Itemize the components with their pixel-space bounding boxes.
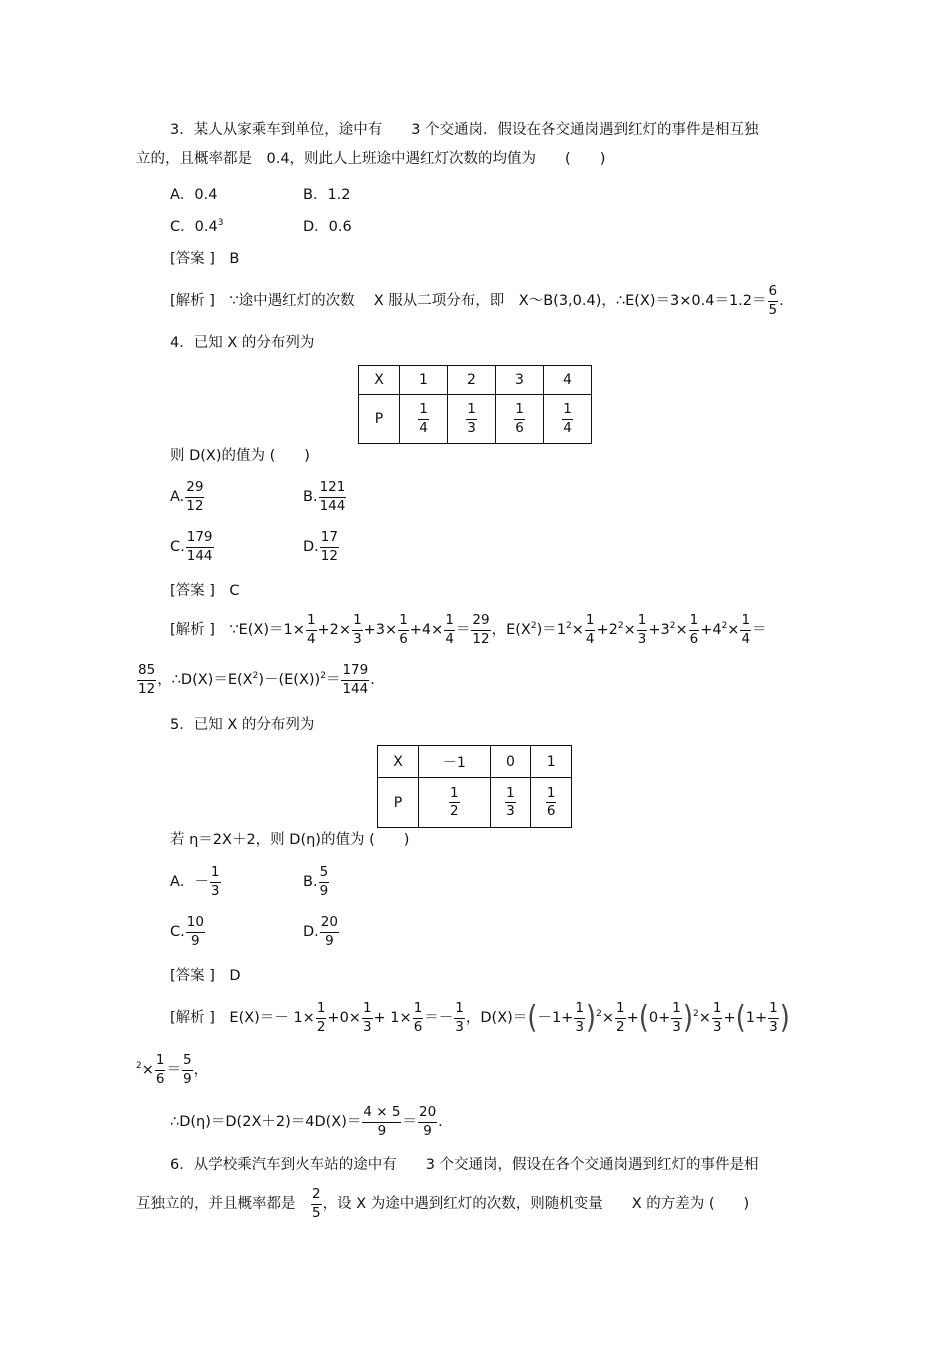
q5-analysis-line2: $^2$× $\frac{1}{6}$ ＝ $\frac{5}{9}$ ， <box>136 1052 209 1087</box>
q5-table-row-p: P $\frac{1}{2}$ $\frac{1}{3}$ $\frac{1}{6}$ <box>378 778 572 828</box>
q3-fraction: $\frac{6}{5}$ <box>768 283 778 318</box>
q5-table-row-x: X －1 0 1 <box>378 746 572 778</box>
q5-option-d: D. $\frac{20}{9}$ <box>303 914 338 949</box>
q6-stem-line1: 6．从学校乘汽车到火车站的途中有 3 个交通岗，假设在各个交通岗遇到红灯的事件是相 <box>170 1157 759 1173</box>
q3-option-c <box>170 216 223 238</box>
q4-distribution-table <box>358 365 592 444</box>
q4-table-row-p: P $\frac{1}{4}$ $\frac{1}{3}$ $\frac{1}{6}$ $\frac{1}{4}$ <box>359 395 592 444</box>
q5-answer: [答案 ] D <box>170 968 241 984</box>
q4-table-row-x: X 1 2 3 4 <box>359 366 592 395</box>
q4-answer: [答案 ] C <box>170 583 240 599</box>
q5-option-b: B. $\frac{5}{9}$ <box>303 864 329 899</box>
q5-option-a: A．－ $\frac{1}{3}$ <box>170 864 220 899</box>
q4-option-b: B. $\frac{121}{144}$ <box>303 479 346 514</box>
q3-option-b: B．1.2 <box>303 187 351 203</box>
q3-analysis-text: [解析 ] ∵途中遇红灯的次数 X 服从二项分布，即 X～B(3,0.4)，∴E(X)＝3×0.4＝1.2＝ <box>170 293 767 309</box>
q4-analysis-line1: [解析 ] ∵E(X)＝1× $\frac{1}{4}$ +2× $\frac{1}{3}$ +3× $\frac{1}{6}$ +4× $\frac{1}{4}$ ＝ $\frac{29}{12}$ ，$E(X^2)=1^2\times$ $\frac{1}{4}$ $+2^2\times$ $\frac{1}{3}$ $+3^2\times$ $\frac{1}{6}$ $+4^2\times$ $\frac{1}{4}$ ＝ <box>170 612 767 647</box>
q5-analysis-line3: ∴D(η)＝D(2X＋2)＝4D(X)＝ $\frac{4 \times 5}{9}$ ＝ $\frac{20}{9}$ . <box>170 1104 443 1139</box>
q6-stem-line2: 互独立的，并且概率都是 $\frac{2}{5}$ ，设 X 为途中遇到红灯的次数，则随机变量 X 的方差为 ( ) <box>136 1186 750 1221</box>
q3-option-c-text: C．0.4 <box>170 219 218 235</box>
q3-option-d: D．0.6 <box>303 219 352 235</box>
q4-option-a: A. $\frac{29}{12}$ <box>170 479 204 514</box>
q3-stem-line2: 立的，且概率都是 0.4，则此人上班途中遇红灯次数的均值为 ( ) <box>136 151 606 167</box>
q4-option-d: D. $\frac{17}{12}$ <box>303 529 338 564</box>
q4-option-c: C. $\frac{179}{144}$ <box>170 529 213 564</box>
q5-distribution-table <box>377 745 572 828</box>
q6-fraction: $\frac{2}{5}$ <box>312 1186 321 1221</box>
q3-stem-line1: 3．某人从家乘车到单位，途中有 3 个交通岗．假设在各交通岗遇到红灯的事件是相互独 <box>170 122 759 138</box>
q5-option-c: C. $\frac{10}{9}$ <box>170 914 204 949</box>
q4-stem: 4．已知 X 的分布列为 <box>170 335 315 351</box>
q3-option-c-exponent: 3 <box>217 218 224 229</box>
q3-option-a: A．0.4 <box>170 187 218 203</box>
q5-stem: 5．已知 X 的分布列为 <box>170 717 315 733</box>
q4-analysis-line2: $\frac{85}{12}$ ，$\therefore D(X)=E(X^2)-(E(X))^2=$ $\frac{179}{144}$ . <box>138 662 375 697</box>
q3-analysis: [解析 ] ∵途中遇红灯的次数 X 服从二项分布，即 X～B(3,0.4)，∴E(X)＝3×0.4＝1.2＝ $\frac{6}{5}$ . <box>170 283 784 318</box>
q5-question: 若 η＝2X＋2，则 D(η)的值为 ( ) <box>170 832 410 848</box>
q5-analysis-line1: [解析 ] E(X)＝－ 1× $\frac{1}{2}$ +0× $\frac{1}{3}$ + 1× $\frac{1}{6}$ ＝－ $\frac{1}{3}$ ，D(X)＝(－1+ $\frac{1}{3}$ )$^2$× $\frac{1}{2}$ +(0+ $\frac{1}{3}$ )$^2$× $\frac{1}{3}$ +(1+ $\frac{1}{3}$ ) <box>170 1000 790 1036</box>
q3-answer: [答案 ] B <box>170 251 240 267</box>
q4-question: 则 D(X)的值为 ( ) <box>170 448 310 464</box>
